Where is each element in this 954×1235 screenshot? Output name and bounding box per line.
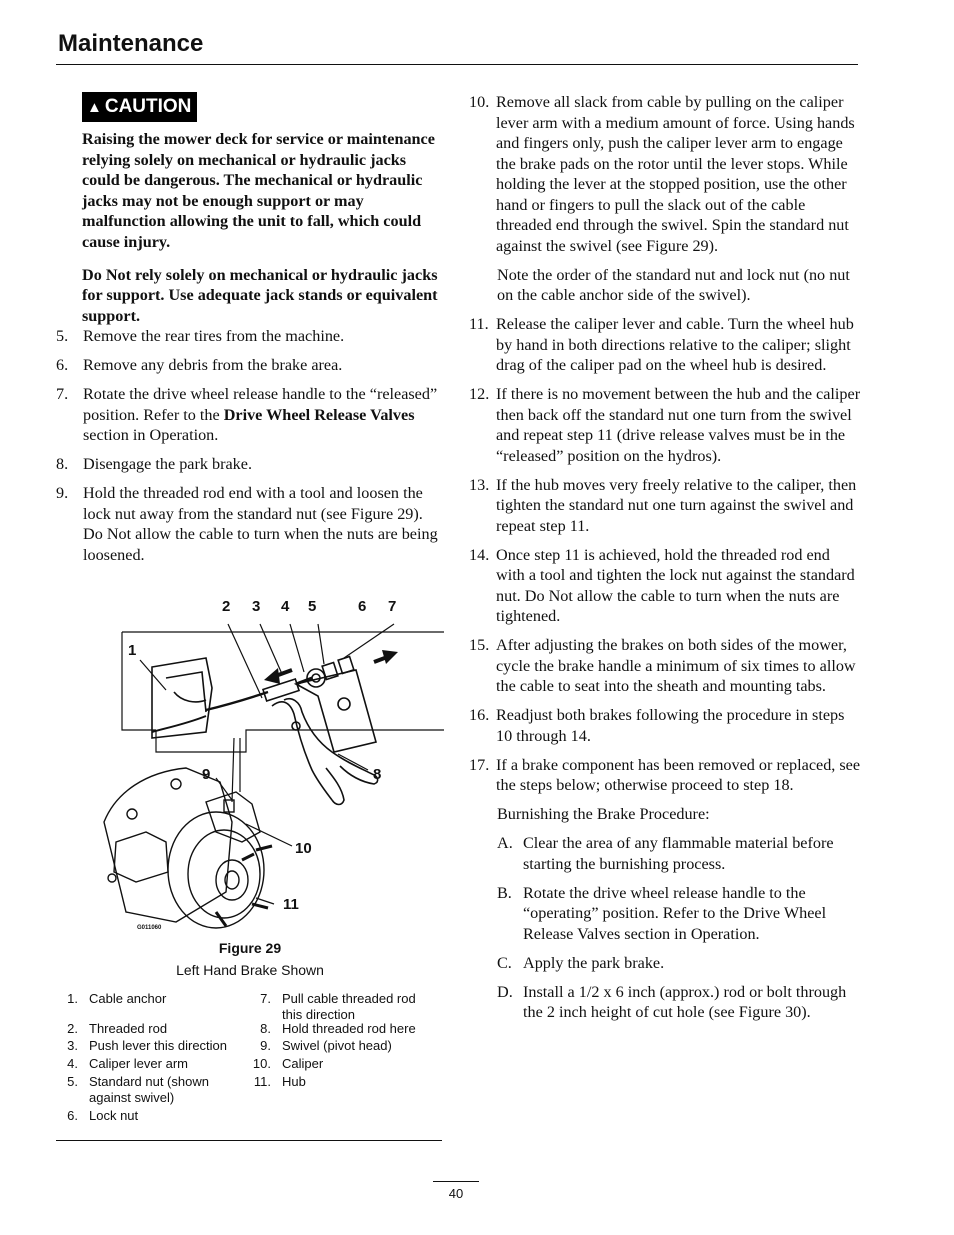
- step-text: Remove the rear tires from the machine.: [83, 327, 345, 346]
- figure-legend: [56, 991, 444, 1131]
- callout-4: 4: [281, 598, 290, 615]
- callout-11: 11: [283, 896, 299, 913]
- legend-number: 1.: [67, 991, 78, 1006]
- figure-subtitle: Left Hand Brake Shown: [176, 962, 324, 978]
- legend-text: Cable anchor: [89, 991, 167, 1006]
- step-number: 11.: [469, 315, 489, 333]
- step-list: [469, 314, 861, 796]
- legend-text: Threaded rod: [89, 1021, 168, 1036]
- step-number: 10.: [469, 93, 490, 111]
- callout-3: 3: [252, 598, 261, 615]
- caution-badge: [82, 92, 197, 122]
- legend-text: Push lever this direction: [89, 1038, 228, 1053]
- step-number: 6.: [56, 356, 69, 375]
- step-number: 9.: [56, 484, 69, 503]
- item-text: Install a 1/2 x 6 inch (approx.) rod or bolt through the 2 inch height of cut hole (see Figure 30).: [523, 982, 847, 1021]
- callout-9: 9: [202, 766, 211, 783]
- legend-number: 6.: [67, 1108, 78, 1123]
- step-item: [56, 326, 444, 347]
- legend-divider: [56, 1140, 442, 1141]
- step-text: Remove any debris from the brake area.: [83, 356, 343, 375]
- burnishing-item: [497, 982, 861, 1023]
- burnishing-list: [469, 833, 861, 1023]
- step-text: If a brake component has been removed or replaced, see the steps below; otherwise proceed to step 18.: [496, 755, 861, 794]
- caution-label: CAUTION: [104, 96, 192, 117]
- item-letter: C.: [497, 953, 512, 972]
- legend-text: Standard nut (shown against swivel): [89, 1074, 209, 1105]
- left-column: [56, 92, 444, 574]
- legend-number: 3.: [67, 1038, 78, 1053]
- legend-number: 2.: [67, 1021, 78, 1036]
- item-letter: B.: [497, 883, 512, 902]
- legend-number: 4.: [67, 1056, 78, 1071]
- step-item: [469, 384, 861, 466]
- header-divider: [56, 64, 858, 65]
- callout-1: 1: [128, 642, 137, 659]
- legend-text: Caliper lever arm: [89, 1056, 188, 1071]
- step-text: Rotate the drive wheel release handle to the “released” position. Refer to the: [83, 385, 438, 424]
- item-letter: A.: [497, 834, 513, 852]
- step-number: 15.: [469, 636, 490, 654]
- step-number: 13.: [469, 475, 490, 494]
- step-item: [469, 475, 861, 537]
- step-item: [469, 92, 861, 256]
- item-text: Clear the area of any flammable material before starting the burnishing process.: [523, 834, 834, 873]
- step-reference-bold: Drive Wheel Release Valves: [223, 405, 415, 424]
- burnishing-item: [497, 833, 861, 874]
- step-item: [56, 454, 444, 475]
- page-title: Maintenance: [58, 30, 204, 57]
- callout-8: 8: [373, 766, 382, 783]
- step-number: 14.: [469, 545, 490, 564]
- legend-text: Hub: [282, 1074, 306, 1089]
- legend-number: 7.: [260, 991, 271, 1006]
- page-number: 40: [448, 1186, 464, 1201]
- legend-number: 11.: [253, 1074, 271, 1089]
- item-text: Rotate the drive wheel release handle to the “operating” position. Refer to the Drive Wheel Release Valves section in Operation.: [523, 883, 827, 943]
- figure-title: Figure 29: [218, 940, 282, 956]
- step-item: [469, 755, 861, 796]
- figure-caption: [56, 937, 444, 981]
- legend-text: Swivel (pivot head): [282, 1038, 392, 1053]
- callout-7: 7: [388, 598, 397, 615]
- burnishing-item: [497, 953, 861, 974]
- procedure-intro: Burnishing the Brake Procedure:: [497, 805, 710, 823]
- step-item: [469, 314, 861, 376]
- step-text: section in Operation.: [83, 426, 219, 445]
- legend-number: 5.: [67, 1074, 78, 1089]
- legend-text: Pull cable threaded rod this direction: [282, 991, 416, 1022]
- figure-code: G011060: [137, 925, 162, 931]
- step-text: After adjusting the brakes on both sides of the mower, cycle the brake handle a minimum of six times to allow the cable to seat into the sheath and mounting tabs.: [496, 636, 856, 695]
- step-number: 16.: [469, 706, 490, 724]
- legend-number: 9.: [260, 1038, 271, 1053]
- step-item: [56, 483, 444, 565]
- footer-divider: [433, 1181, 479, 1182]
- legend-number: 8.: [260, 1021, 271, 1036]
- step-text: If the hub moves very freely relative to the caliper, then tighten the standard nut one turn against the swivel and repeat step 11.: [496, 475, 857, 535]
- step-text: Once step 11 is achieved, hold the threaded rod end with a tool and tighten the lock nut against the standard nut. Do Not allow the cable to turn when the nuts are tightened.: [496, 545, 855, 625]
- item-text: Apply the park brake.: [523, 953, 665, 972]
- step-note: Note the order of the standard nut and lock nut (no nut on the cable anchor side of the swivel).: [497, 265, 850, 304]
- step-item: [469, 545, 861, 627]
- step-text: Readjust both brakes following the procedure in steps 10 through 14.: [496, 706, 845, 745]
- legend-text: Caliper: [282, 1056, 324, 1071]
- step-number: 7.: [56, 385, 69, 404]
- step-text: Hold the threaded rod end with a tool and loosen the lock nut away from the standard nut (see Figure 29). Do Not allow the cable to turn when the nuts are being loosened.: [83, 484, 438, 564]
- callout-10: 10: [295, 840, 312, 857]
- warning-triangle-icon: ▲: [87, 99, 102, 116]
- legend-text: Lock nut: [89, 1108, 139, 1123]
- callout-6: 6: [358, 598, 367, 615]
- step-item: [56, 384, 444, 446]
- step-text: If there is no movement between the hub and the caliper then back off the standard nut one turn from the swivel and repeat step 11 (drive release valves must be in the “released” position on the hydros).: [496, 385, 861, 465]
- step-item: [56, 355, 444, 376]
- step-number: 8.: [56, 455, 69, 474]
- caution-paragraph: Do Not rely solely on mechanical or hydraulic jacks for support. Use adequate jack stands or equivalent support.: [82, 265, 438, 325]
- step-text: Disengage the park brake.: [83, 455, 252, 474]
- step-list: [56, 326, 444, 565]
- callout-2: 2: [222, 598, 231, 615]
- step-item: [469, 705, 861, 746]
- step-list: [469, 92, 861, 256]
- step-text: Remove all slack from cable by pulling on the caliper lever arm with a medium amount of force. Using hands and fingers only, push the caliper lever arm to engage the brake pads on the rotor until the lever stops. While holding the lever at the stopped position, use the other hand or fingers to pull the slack out of the cable threaded end through the swivel. Spin the standard nut against the swivel (see Figure 29).: [496, 93, 855, 255]
- step-number: 5.: [56, 327, 69, 346]
- legend-text: Hold threaded rod here: [282, 1021, 416, 1036]
- brake-figure: [56, 592, 444, 942]
- step-number: 17.: [469, 755, 490, 774]
- legend-number: 10.: [252, 1056, 271, 1071]
- right-column: [469, 92, 861, 1031]
- item-letter: D.: [497, 982, 513, 1001]
- step-item: [469, 635, 861, 697]
- caution-paragraph: Raising the mower deck for service or maintenance relying solely on mechanical or hydraulic jacks could be dangerous. The mechanical or hydraulic jacks may not be enough support or may malfunction allowing the unit to fall, which could cause injury.: [82, 130, 435, 251]
- burnishing-item: [497, 883, 861, 945]
- step-text: Release the caliper lever and cable. Turn the wheel hub by hand in both directions relative to the caliper; slight drag of the caliper pad on the wheel hub is desired.: [496, 315, 854, 374]
- step-number: 12.: [469, 385, 490, 403]
- callout-5: 5: [308, 598, 317, 615]
